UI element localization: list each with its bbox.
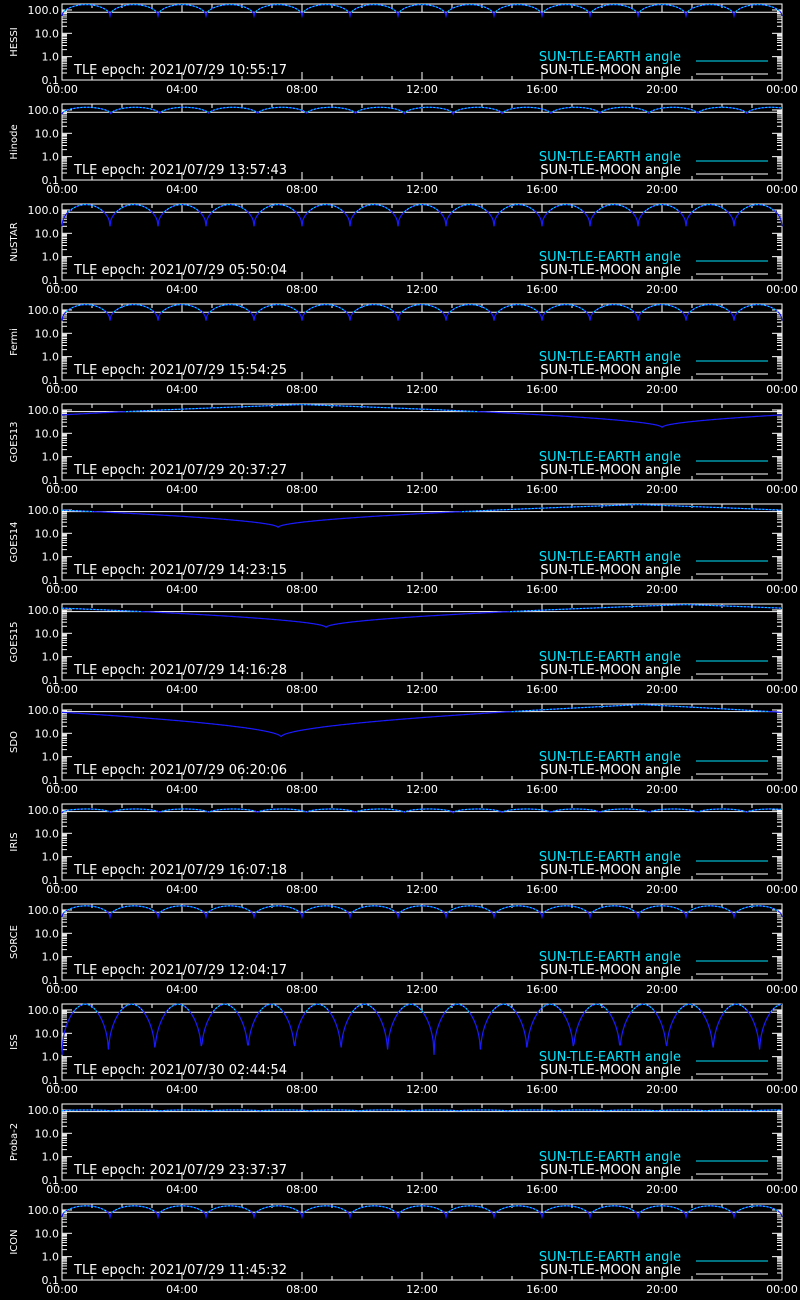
y-tick-label: 0.1 [41,474,59,487]
y-tick-label: 10.0 [34,127,59,141]
y-tick-label: 100.0 [27,3,59,17]
x-tick-label: 16:00 [526,83,558,96]
x-tick-label: 16:00 [526,583,558,596]
y-tick-label: 0.1 [41,974,59,987]
y-tick-label: 1.0 [41,850,59,864]
y-tick-label: 0.1 [41,874,59,887]
x-tick-label: 20:00 [646,283,678,296]
y-tick-label: 100.0 [27,303,59,317]
satellite-label: SORCE [9,925,20,959]
y-tick-label: 10.0 [34,327,59,341]
x-tick-label: 04:00 [166,183,198,196]
chart-panel-nustar [0,200,800,300]
tle-epoch-label: TLE epoch: 2021/07/29 20:37:27 [74,463,288,478]
x-tick-label: 16:00 [526,983,558,996]
x-tick-label: 08:00 [286,1283,318,1296]
tle-epoch-label: TLE epoch: 2021/07/29 14:16:28 [74,663,288,678]
y-tick-label: 1.0 [41,1150,59,1164]
x-tick-label: 16:00 [526,783,558,796]
tle-epoch-label: TLE epoch: 2021/07/29 12:04:17 [74,963,288,978]
x-tick-label: 00:00 [46,183,78,196]
y-tick-label: 10.0 [34,627,59,641]
x-tick-label: 04:00 [166,683,198,696]
x-tick-label: 00:00 [766,683,798,696]
legend-moon-label: SUN-TLE-MOON angle [540,863,681,878]
legend-earth-label: SUN-TLE-EARTH angle [538,50,681,65]
y-tick-label: 0.1 [41,174,59,187]
legend-earth-label: SUN-TLE-EARTH angle [538,1050,681,1065]
x-tick-label: 20:00 [646,983,678,996]
legend-earth-label: SUN-TLE-EARTH angle [538,450,681,465]
y-tick-label: 100.0 [27,1103,59,1117]
x-tick-label: 16:00 [526,483,558,496]
y-tick-label: 1.0 [41,450,59,464]
satellite-label: HESSI [9,27,20,57]
y-tick-label: 100.0 [27,1003,59,1017]
x-tick-label: 20:00 [646,83,678,96]
tle-epoch-label: TLE epoch: 2021/07/30 02:44:54 [74,1063,288,1078]
y-tick-label: 1.0 [41,150,59,164]
y-tick-label: 1.0 [41,1250,59,1264]
y-tick-label: 0.1 [41,774,59,787]
x-tick-label: 00:00 [766,1183,798,1196]
x-tick-label: 16:00 [526,383,558,396]
y-tick-label: 1.0 [41,50,59,64]
tle-epoch-label: TLE epoch: 2021/07/29 11:45:32 [74,1263,288,1278]
satellite-label: ISS [9,1034,20,1050]
x-tick-label: 16:00 [526,1083,558,1096]
legend-moon-label: SUN-TLE-MOON angle [540,163,681,178]
tle-epoch-label: TLE epoch: 2021/07/29 05:50:04 [74,263,288,278]
x-tick-label: 12:00 [406,83,438,96]
legend-moon-label: SUN-TLE-MOON angle [540,1163,681,1178]
y-tick-label: 100.0 [27,403,59,417]
y-tick-label: 0.1 [41,1174,59,1187]
satellite-label: Fermi [9,328,20,356]
x-tick-label: 20:00 [646,1083,678,1096]
x-tick-label: 00:00 [46,883,78,896]
x-tick-label: 04:00 [166,583,198,596]
chart-panel-iris [0,800,800,900]
legend-moon-label: SUN-TLE-MOON angle [540,463,681,478]
legend-moon-label: SUN-TLE-MOON angle [540,963,681,978]
tle-epoch-label: TLE epoch: 2021/07/29 10:55:17 [74,63,288,78]
x-tick-label: 08:00 [286,1083,318,1096]
x-tick-label: 00:00 [766,1083,798,1096]
x-tick-label: 08:00 [286,683,318,696]
x-tick-label: 16:00 [526,883,558,896]
x-tick-label: 00:00 [766,983,798,996]
y-tick-label: 0.1 [41,74,59,87]
x-tick-label: 00:00 [46,683,78,696]
tle-epoch-label: TLE epoch: 2021/07/29 06:20:06 [74,763,288,778]
x-tick-label: 00:00 [766,383,798,396]
x-tick-label: 04:00 [166,383,198,396]
satellite-label: NuSTAR [9,222,20,262]
satellite-label: Hinode [9,124,20,160]
x-tick-label: 04:00 [166,1083,198,1096]
satellite-label: GOES13 [9,421,20,463]
satellite-label: IRIS [9,832,20,852]
y-tick-label: 10.0 [34,727,59,741]
x-tick-label: 20:00 [646,1283,678,1296]
satellite-label: GOES15 [9,621,20,663]
y-tick-label: 10.0 [34,27,59,41]
chart-panel-goes14 [0,500,800,600]
x-tick-label: 04:00 [166,783,198,796]
x-tick-label: 12:00 [406,1083,438,1096]
x-tick-label: 08:00 [286,183,318,196]
legend-moon-label: SUN-TLE-MOON angle [540,63,681,78]
x-tick-label: 00:00 [46,1083,78,1096]
x-tick-label: 04:00 [166,983,198,996]
chart-panel-sorce [0,900,800,1000]
y-tick-label: 10.0 [34,927,59,941]
y-tick-label: 0.1 [41,374,59,387]
x-tick-label: 00:00 [46,283,78,296]
x-tick-label: 00:00 [46,983,78,996]
legend-moon-label: SUN-TLE-MOON angle [540,763,681,778]
x-tick-label: 08:00 [286,83,318,96]
legend-earth-label: SUN-TLE-EARTH angle [538,1150,681,1165]
chart-panel-icon [0,1200,800,1300]
x-tick-label: 08:00 [286,283,318,296]
x-tick-label: 04:00 [166,1283,198,1296]
x-tick-label: 00:00 [766,783,798,796]
x-tick-label: 04:00 [166,883,198,896]
y-tick-label: 0.1 [41,574,59,587]
x-tick-label: 00:00 [766,883,798,896]
legend-moon-label: SUN-TLE-MOON angle [540,1063,681,1078]
chart-panel-sdo [0,700,800,800]
x-tick-label: 04:00 [166,283,198,296]
x-tick-label: 00:00 [766,483,798,496]
x-tick-label: 00:00 [46,383,78,396]
y-tick-label: 1.0 [41,650,59,664]
y-tick-label: 10.0 [34,1127,59,1141]
x-tick-label: 12:00 [406,683,438,696]
legend-earth-label: SUN-TLE-EARTH angle [538,950,681,965]
legend-moon-label: SUN-TLE-MOON angle [540,1263,681,1278]
y-tick-label: 10.0 [34,527,59,541]
x-tick-label: 12:00 [406,1183,438,1196]
x-tick-label: 08:00 [286,483,318,496]
x-tick-label: 00:00 [766,283,798,296]
y-tick-label: 100.0 [27,203,59,217]
chart-panel-goes15 [0,600,800,700]
legend-moon-label: SUN-TLE-MOON angle [540,663,681,678]
x-tick-label: 20:00 [646,683,678,696]
x-tick-label: 12:00 [406,1283,438,1296]
x-tick-label: 20:00 [646,1183,678,1196]
x-tick-label: 00:00 [46,83,78,96]
x-tick-label: 12:00 [406,283,438,296]
x-tick-label: 16:00 [526,683,558,696]
chart-panel-hessi [0,0,800,100]
legend-moon-label: SUN-TLE-MOON angle [540,363,681,378]
legend-earth-label: SUN-TLE-EARTH angle [538,550,681,565]
chart-panel-iss [0,1000,800,1100]
x-tick-label: 20:00 [646,183,678,196]
y-tick-label: 10.0 [34,427,59,441]
x-tick-label: 12:00 [406,983,438,996]
y-tick-label: 0.1 [41,1074,59,1087]
x-tick-label: 00:00 [46,483,78,496]
legend-earth-label: SUN-TLE-EARTH angle [538,250,681,265]
satellite-label: SDO [9,731,20,753]
legend-earth-label: SUN-TLE-EARTH angle [538,150,681,165]
chart-panel-proba-2 [0,1100,800,1200]
x-tick-label: 00:00 [46,1183,78,1196]
x-tick-label: 08:00 [286,383,318,396]
legend-earth-label: SUN-TLE-EARTH angle [538,650,681,665]
series-sun-tle-earth [73,1004,782,1012]
y-tick-label: 10.0 [34,227,59,241]
legend-earth-label: SUN-TLE-EARTH angle [538,850,681,865]
legend-moon-label: SUN-TLE-MOON angle [540,263,681,278]
x-tick-label: 04:00 [166,1183,198,1196]
legend-earth-label: SUN-TLE-EARTH angle [538,750,681,765]
tle-epoch-label: TLE epoch: 2021/07/29 15:54:25 [74,363,288,378]
y-tick-label: 100.0 [27,503,59,517]
x-tick-label: 00:00 [766,583,798,596]
y-tick-label: 1.0 [41,950,59,964]
x-tick-label: 20:00 [646,483,678,496]
y-tick-label: 0.1 [41,674,59,687]
x-tick-label: 04:00 [166,483,198,496]
tle-epoch-label: TLE epoch: 2021/07/29 23:37:37 [74,1163,288,1178]
tle-epoch-label: TLE epoch: 2021/07/29 13:57:43 [74,163,288,178]
x-tick-label: 20:00 [646,383,678,396]
y-tick-label: 1.0 [41,1050,59,1064]
x-tick-label: 20:00 [646,883,678,896]
x-tick-label: 00:00 [46,583,78,596]
x-tick-label: 00:00 [766,1283,798,1296]
y-tick-label: 1.0 [41,750,59,764]
x-tick-label: 20:00 [646,583,678,596]
satellite-label: Proba-2 [9,1122,20,1162]
x-tick-label: 16:00 [526,1283,558,1296]
x-tick-label: 08:00 [286,583,318,596]
y-tick-label: 1.0 [41,550,59,564]
x-tick-label: 12:00 [406,583,438,596]
chart-panel-goes13 [0,400,800,500]
chart-panel-fermi [0,300,800,400]
y-tick-label: 1.0 [41,250,59,264]
y-tick-label: 100.0 [27,1203,59,1217]
y-tick-label: 10.0 [34,827,59,841]
legend-earth-label: SUN-TLE-EARTH angle [538,350,681,365]
legend-earth-label: SUN-TLE-EARTH angle [538,1250,681,1265]
x-tick-label: 12:00 [406,383,438,396]
x-tick-label: 04:00 [166,83,198,96]
y-tick-label: 0.1 [41,1274,59,1287]
x-tick-label: 16:00 [526,1183,558,1196]
series-sun-tle-earth [512,705,770,712]
y-tick-label: 0.1 [41,274,59,287]
x-tick-label: 12:00 [406,183,438,196]
x-tick-label: 08:00 [286,883,318,896]
x-tick-label: 08:00 [286,783,318,796]
x-tick-label: 00:00 [46,783,78,796]
y-tick-label: 100.0 [27,903,59,917]
y-tick-label: 10.0 [34,1227,59,1241]
x-tick-label: 08:00 [286,1183,318,1196]
x-tick-label: 00:00 [46,1283,78,1296]
x-tick-label: 20:00 [646,783,678,796]
y-tick-label: 10.0 [34,1027,59,1041]
x-tick-label: 08:00 [286,983,318,996]
x-tick-label: 00:00 [766,183,798,196]
chart-panel-hinode [0,100,800,200]
y-tick-label: 100.0 [27,803,59,817]
satellite-label: GOES14 [9,521,20,563]
tle-epoch-label: TLE epoch: 2021/07/29 16:07:18 [74,863,288,878]
x-tick-label: 12:00 [406,883,438,896]
x-tick-label: 12:00 [406,483,438,496]
tle-epoch-label: TLE epoch: 2021/07/29 14:23:15 [74,563,288,578]
y-tick-label: 100.0 [27,703,59,717]
x-tick-label: 16:00 [526,283,558,296]
satellite-label: ICON [9,1229,20,1255]
y-tick-label: 1.0 [41,350,59,364]
x-tick-label: 12:00 [406,783,438,796]
y-tick-label: 100.0 [27,603,59,617]
x-tick-label: 00:00 [766,83,798,96]
x-tick-label: 16:00 [526,183,558,196]
legend-moon-label: SUN-TLE-MOON angle [540,563,681,578]
y-tick-label: 100.0 [27,103,59,117]
